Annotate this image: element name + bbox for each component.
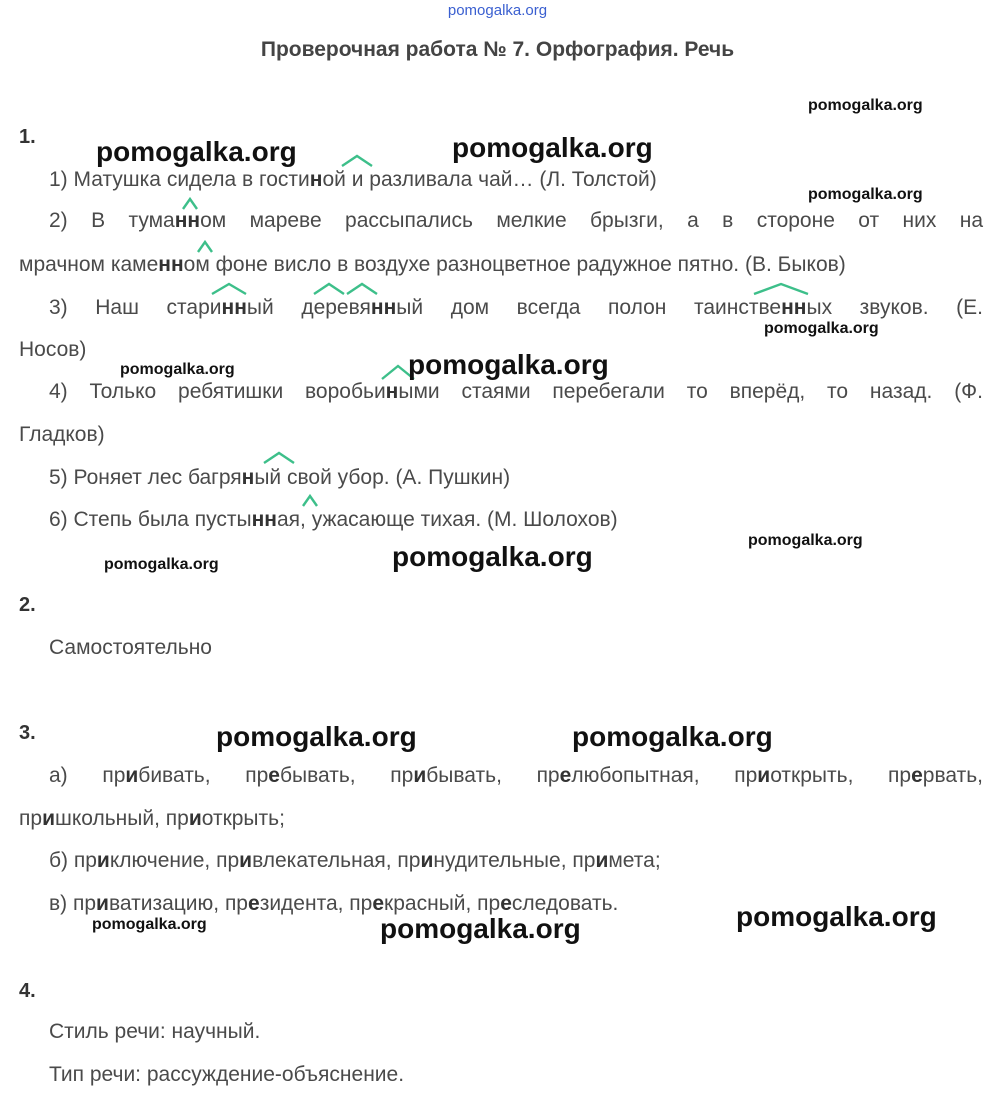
watermark: pomogalka.org	[808, 97, 923, 114]
watermark: pomogalka.org	[392, 541, 593, 572]
section-1-number: 1.	[19, 126, 36, 148]
s1-line-1: 1) Матушка сидела в гостиной и разливала чай… (Л. Толстой)	[49, 168, 657, 191]
watermark: pomogalka.org	[92, 916, 207, 933]
top-watermark: pomogalka.org	[447, 2, 548, 19]
suffix-arc-mark	[340, 153, 374, 169]
s3-line-c: в) приватизацию, президента, прекрасный, преследовать.	[49, 892, 619, 915]
watermark: pomogalka.org	[748, 532, 863, 549]
suffix-arc-mark	[345, 281, 379, 297]
s3-line-a-cont: пришкольный, приоткрыть;	[19, 807, 285, 830]
s3-line-b: б) приключение, привлекательная, принудительные, примета;	[49, 849, 661, 872]
s4-style: Стиль речи: научный.	[49, 1020, 261, 1043]
watermark: pomogalka.org	[736, 901, 937, 932]
s1-line-3: 3) Наш старинный деревянный дом всегда полон таинственных звуков. (Е.	[49, 296, 984, 319]
watermark: pomogalka.org	[452, 132, 653, 163]
suffix-arc-mark	[262, 450, 296, 466]
s2-text: Самостоятельно	[49, 636, 212, 659]
watermark: pomogalka.org	[120, 361, 235, 378]
watermark: pomogalka.org	[764, 320, 879, 337]
s3-line-a: а) прибивать, пребывать, прибывать, прелюбопытная, приоткрыть, прервать,	[49, 764, 984, 787]
watermark: pomogalka.org	[380, 913, 581, 944]
s1-line-6: 6) Степь была пустынная, ужасающе тихая. (М. Шолохов)	[49, 508, 618, 531]
suffix-arc-mark	[752, 281, 810, 297]
suffix-arc-mark	[210, 281, 248, 297]
watermark: pomogalka.org	[96, 136, 297, 167]
caret-mark	[180, 196, 200, 212]
caret-mark	[195, 239, 215, 255]
section-2-number: 2.	[19, 594, 36, 616]
s1-line-4-cont: Гладков)	[19, 423, 105, 446]
page-title: Проверочная работа № 7. Орфография. Речь	[260, 38, 735, 61]
suffix-arc-mark	[312, 281, 346, 297]
watermark: pomogalka.org	[808, 186, 923, 203]
section-3-number: 3.	[19, 722, 36, 744]
s1-line-2-cont: мрачном каменном фоне висло в воздухе разноцветное радужное пятно. (В. Быков)	[19, 253, 846, 276]
caret-mark	[300, 493, 320, 509]
section-4-number: 4.	[19, 980, 36, 1002]
s1-line-2: 2) В туманном мареве рассыпались мелкие брызги, а в стороне от них на	[49, 209, 983, 232]
watermark: pomogalka.org	[572, 721, 773, 752]
s1-line-4: 4) Только ребятишки воробьиными стаями перебегали то вперёд, то назад. (Ф.	[49, 380, 983, 403]
s1-line-5: 5) Роняет лес багряный свой убор. (А. Пушкин)	[49, 466, 511, 489]
watermark: pomogalka.org	[216, 721, 417, 752]
watermark: pomogalka.org	[104, 556, 219, 573]
s4-type: Тип речи: рассуждение-объяснение.	[49, 1063, 405, 1086]
s1-line-3-cont: Носов)	[19, 338, 87, 361]
watermark: pomogalka.org	[408, 349, 609, 380]
